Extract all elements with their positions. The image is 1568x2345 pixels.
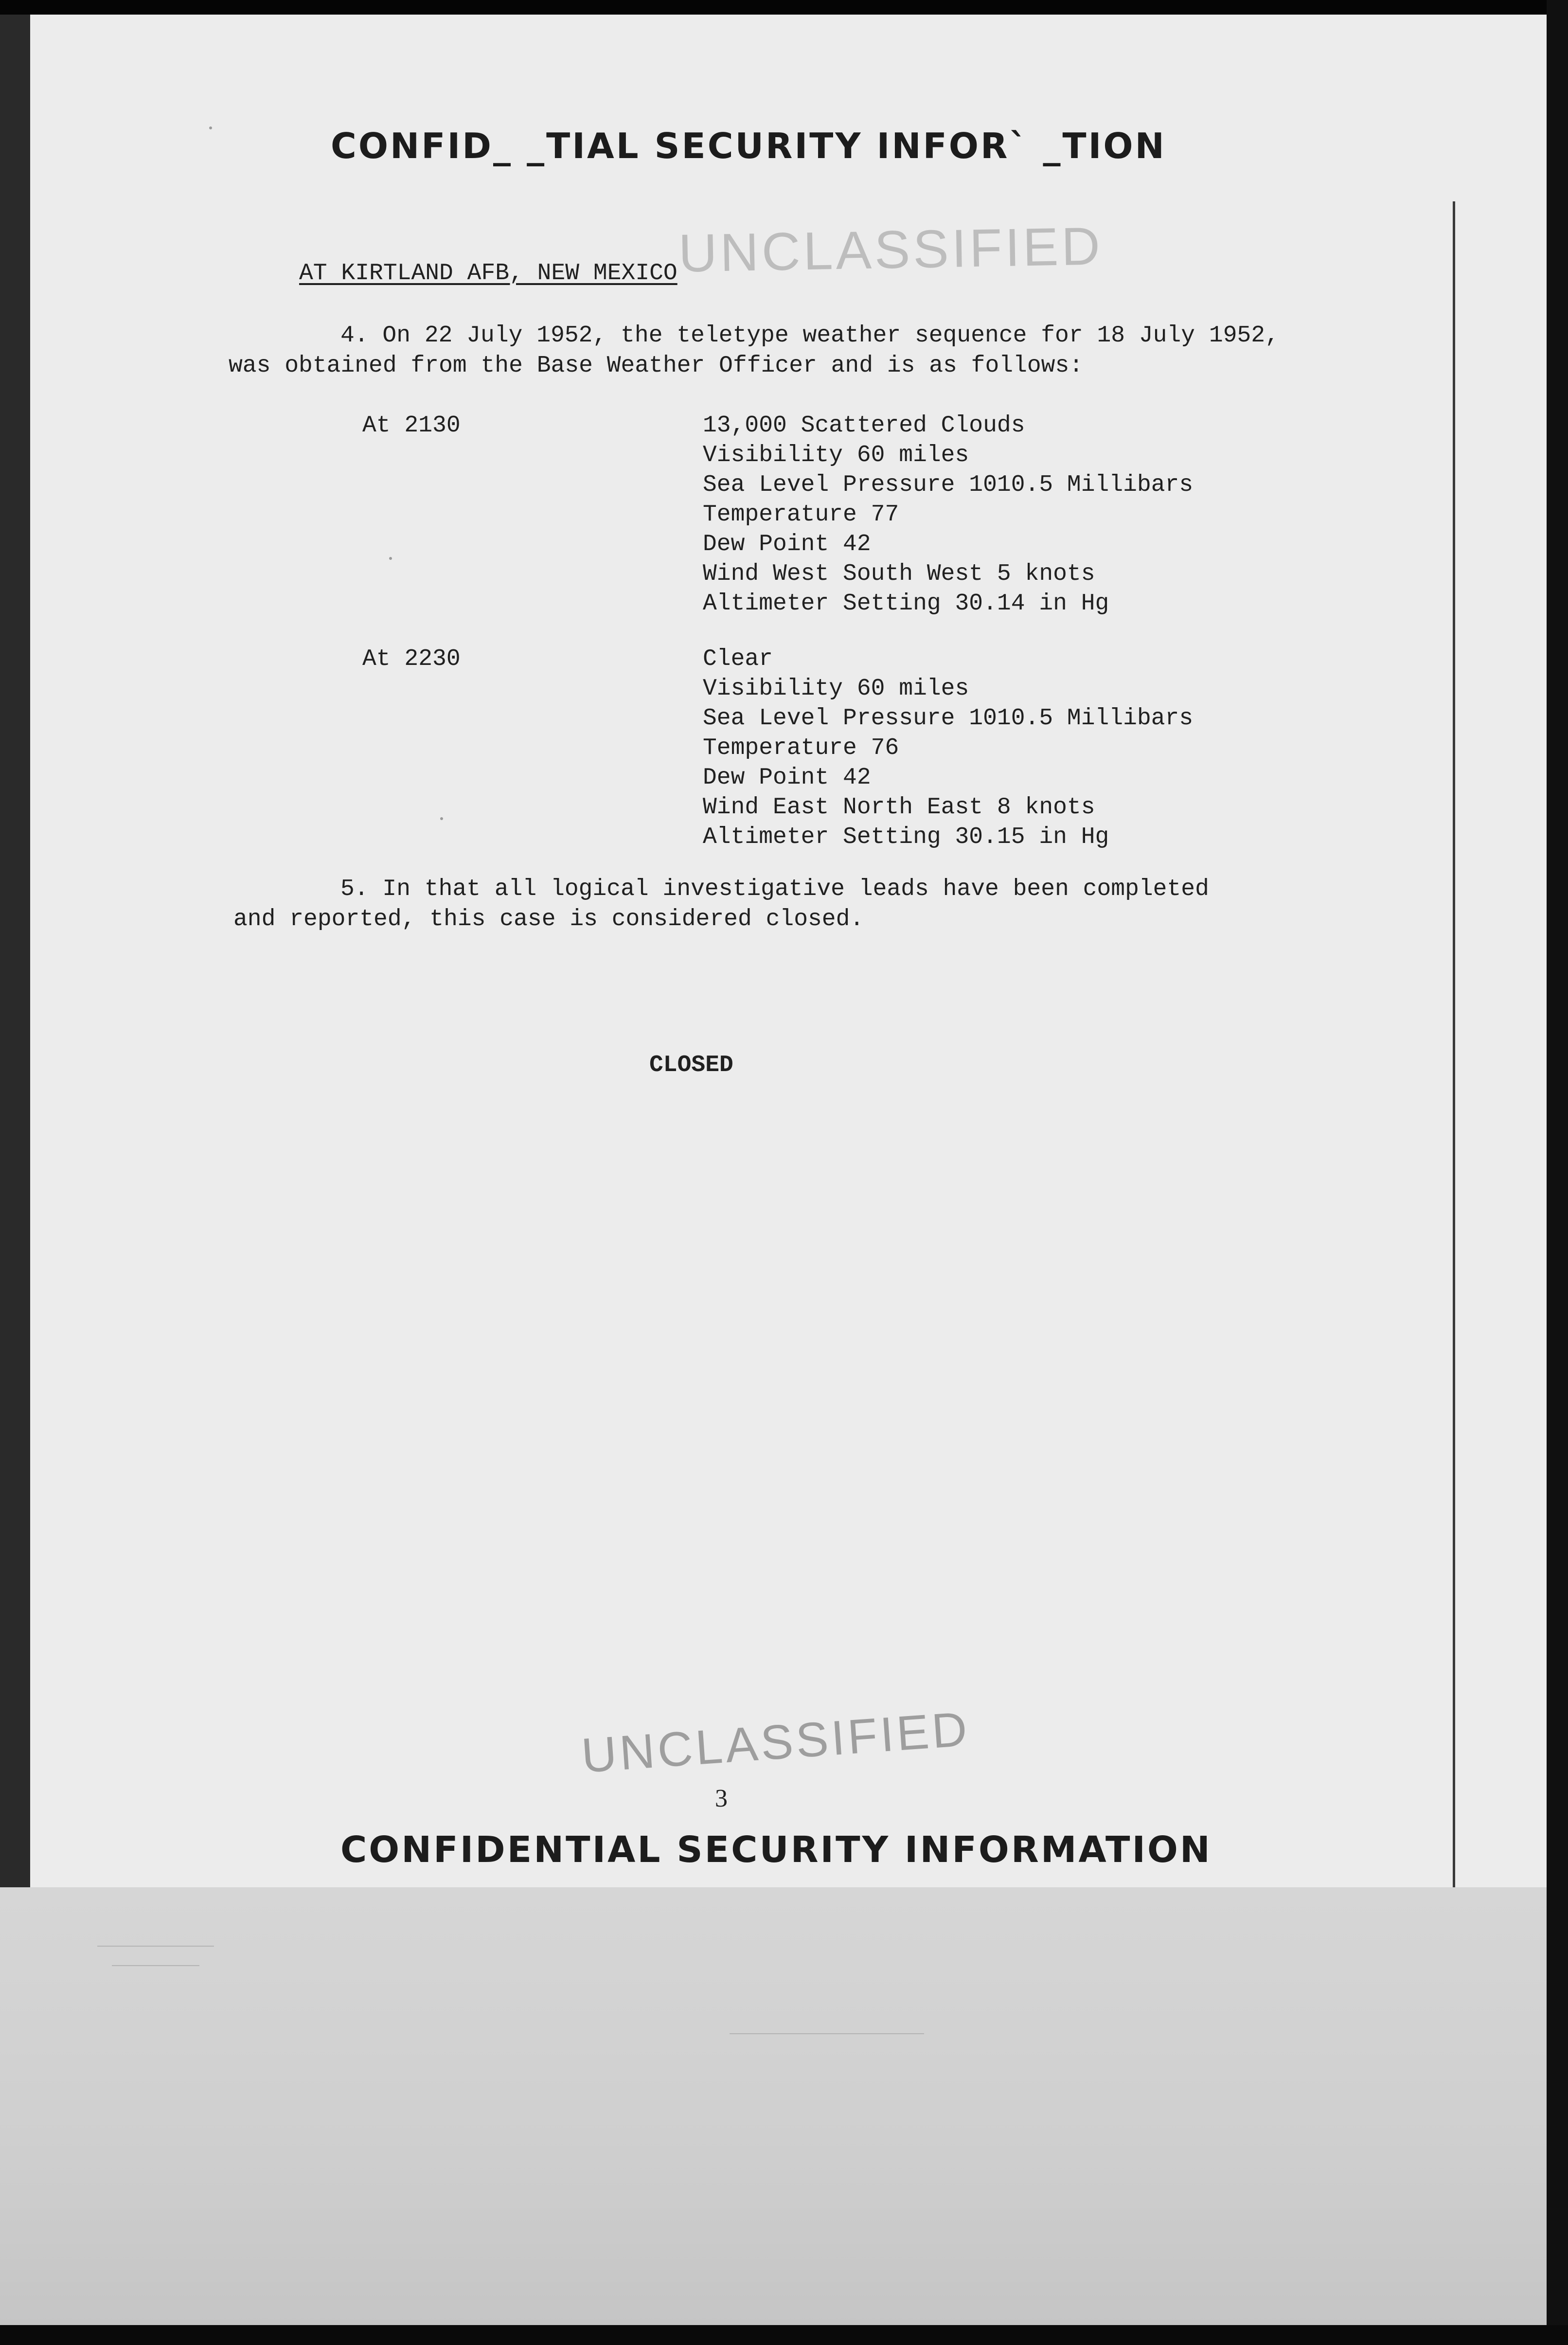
weather-line: Clear: [703, 646, 773, 672]
film-speck: [440, 817, 443, 820]
film-speck: [389, 557, 392, 560]
film-speck: [209, 126, 212, 129]
film-lower-area: [0, 1887, 1568, 2345]
weather-observation-2130: [703, 411, 1193, 619]
film-right-edge: [1547, 0, 1568, 2345]
weather-line: Temperature 76: [703, 735, 899, 761]
weather-line: Altimeter Setting 30.15 in Hg: [703, 824, 1109, 850]
margin-rule: [1453, 201, 1455, 1899]
weather-line: Temperature 77: [703, 501, 899, 528]
unclassified-stamp-top: UNCLASSIFIED: [677, 216, 1104, 284]
unclassified-stamp-bottom: UNCLASSIFIED: [580, 1701, 972, 1783]
weather-line: Dew Point 42: [703, 531, 871, 557]
case-status: CLOSED: [649, 1052, 733, 1078]
weather-line: Sea Level Pressure 1010.5 Millibars: [703, 705, 1194, 732]
paragraph-4-line-2: was obtained from the Base Weather Officer and is as follows:: [229, 353, 1084, 379]
weather-line: Sea Level Pressure 1010.5 Millibars: [703, 472, 1194, 498]
paragraph-5-line-2: and reported, this case is considered closed.: [233, 906, 864, 932]
weather-line: Wind West South West 5 knots: [703, 561, 1095, 587]
classification-marking-top: CONFID_ _TIAL SECURITY INFOR` _TION: [331, 125, 1166, 166]
film-bottom-edge: [0, 2325, 1568, 2345]
location-heading: AT KIRTLAND AFB, NEW MEXICO: [299, 260, 677, 286]
document-page: [30, 7, 1547, 1904]
paragraph-4-line-1: 4. On 22 July 1952, the teletype weather sequence for 18 July 1952,: [340, 322, 1279, 349]
paragraph-5-line-1: 5. In that all logical investigative leads have been completed: [340, 876, 1209, 902]
weather-observation-2230: [703, 644, 1193, 852]
weather-line: 13,000 Scattered Clouds: [703, 412, 1025, 439]
weather-line: Visibility 60 miles: [703, 442, 969, 468]
weather-time-2230: At 2230: [362, 646, 461, 672]
weather-line: Altimeter Setting 30.14 in Hg: [703, 591, 1109, 617]
weather-line: Wind East North East 8 knots: [703, 794, 1095, 821]
classification-marking-bottom: CONFIDENTIAL SECURITY INFORMATION: [340, 1829, 1212, 1871]
weather-line: Dew Point 42: [703, 765, 871, 791]
weather-time-2130: At 2130: [362, 412, 461, 439]
film-top-edge: [0, 0, 1568, 15]
weather-line: Visibility 60 miles: [703, 676, 969, 702]
page-number: 3: [715, 1785, 728, 1812]
